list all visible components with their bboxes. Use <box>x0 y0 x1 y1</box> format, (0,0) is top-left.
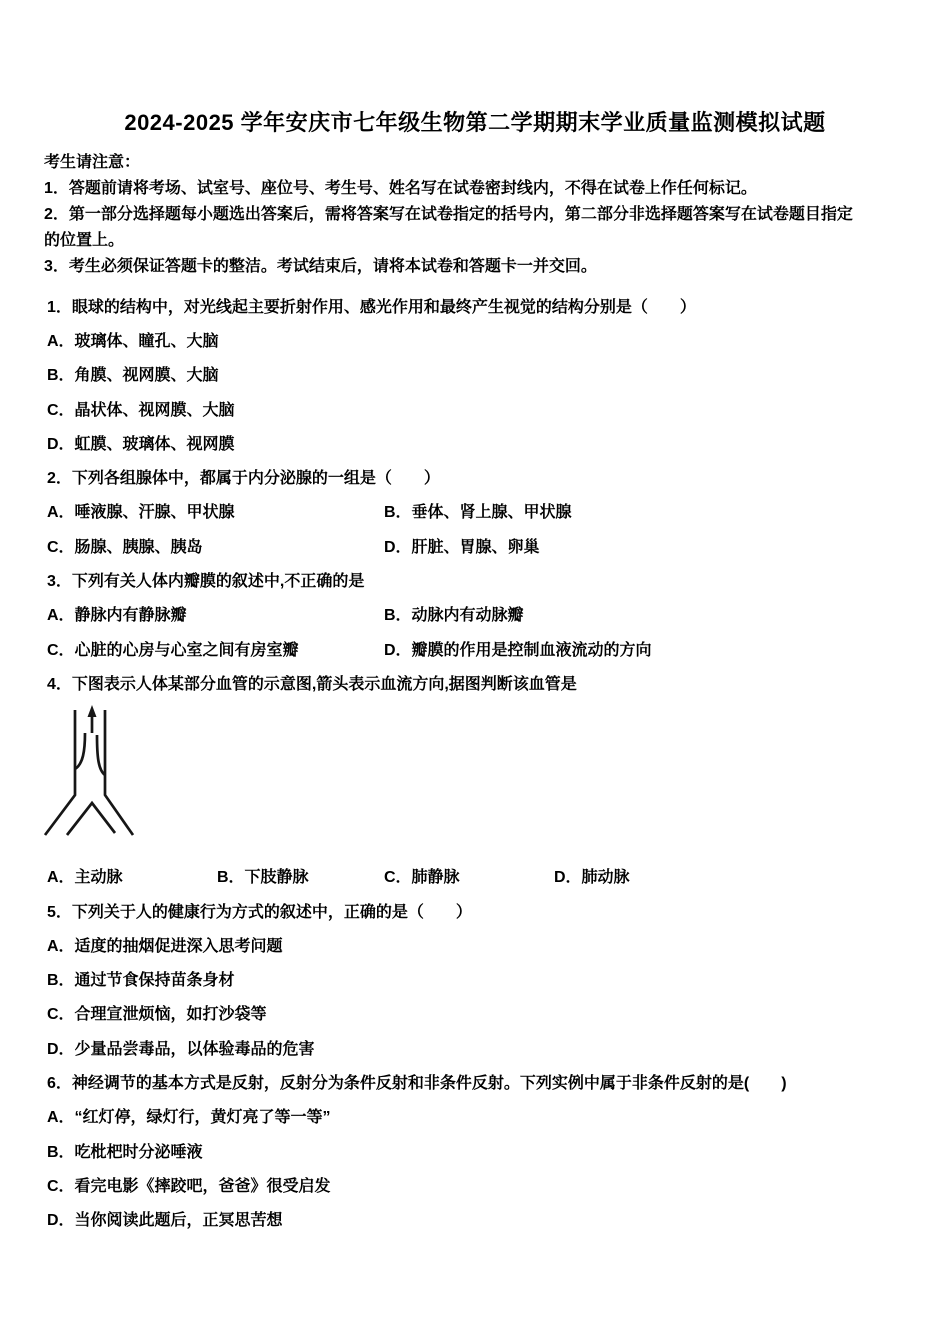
question-2-options-row-2 <box>47 528 937 562</box>
question-3-stem: 3．下列有关人体内瓣膜的叙述中,不正确的是 <box>47 573 365 591</box>
question-5-option-a: A．适度的抽烟促进深入思考问题 <box>47 937 283 955</box>
question-4-option-a: A．主动脉 <box>47 869 123 887</box>
vessel-branch-inner-walls <box>67 803 115 835</box>
valve-flap-left <box>75 733 85 769</box>
question-3-options-row-1 <box>47 597 937 631</box>
question-4-options-row <box>47 859 937 893</box>
vessel-right-wall <box>105 710 133 835</box>
page-title: 2024-2025 学年安庆市七年级生物第二学期期末学业质量监测模拟试题 <box>124 110 826 135</box>
question-3-option-a: A．静脉内有静脉瓣 <box>47 607 187 625</box>
question-4-option-b: B．下肢静脉 <box>217 869 309 887</box>
notice-line-2-continued: 的位置上。 <box>44 232 125 249</box>
question-6-stem: 6．神经调节的基本方式是反射，反射分为条件反射和非条件反射。下列实例中属于非条件反射的是( ) <box>47 1074 787 1092</box>
question-6-option-a: A．“红灯停，绿灯行，黄灯亮了等一等” <box>47 1109 331 1127</box>
question-2-options-row-1 <box>47 494 937 528</box>
question-3-option-c: C．心脏的心房与心室之间有房室瓣 <box>47 641 299 659</box>
question-1-option-c: C．晶状体、视网膜、大脑 <box>47 401 235 419</box>
question-6-option-d: D．当你阅读此题后，正冥思苦想 <box>47 1212 283 1230</box>
question-1-option-d: D．虹膜、玻璃体、视网膜 <box>47 435 235 453</box>
notice-heading: 考生请注意： <box>44 154 141 171</box>
question-2-option-d: D．肝脏、胃腺、卵巢 <box>384 538 540 556</box>
question-5-stem: 5．下列关于人的健康行为方式的叙述中，正确的是（ ） <box>47 903 472 921</box>
question-6-option-b: B．吃枇杷时分泌唾液 <box>47 1143 203 1161</box>
vein-valve-diagram-icon <box>38 703 144 843</box>
question-5-option-d: D．少量品尝毒品，以体验毒品的危害 <box>47 1040 315 1058</box>
question-6-option-c: C．看完电影《摔跤吧，爸爸》很受启发 <box>47 1177 331 1195</box>
question-4-diagram <box>47 700 937 859</box>
notice-line-2: 2．第一部分选择题每小题选出答案后，需将答案写在试卷指定的括号内，第二部分非选择题答案写在试卷题目指定 <box>44 206 853 223</box>
vessel-left-wall <box>45 710 75 835</box>
question-5-option-b: B．通过节食保持苗条身材 <box>47 972 235 990</box>
notice-line-1: 1．答题前请将考场、试室号、座位号、考生号、姓名写在试卷密封线内，不得在试卷上作任何标记。 <box>44 180 757 197</box>
question-3-option-d: D．瓣膜的作用是控制血液流动的方向 <box>384 641 652 659</box>
question-1-option-b: B．角膜、视网膜、大脑 <box>47 367 219 385</box>
question-2-option-c: C．肠腺、胰腺、胰岛 <box>47 538 203 556</box>
blood-flow-arrow-head <box>88 705 97 717</box>
questions-section <box>47 288 937 1236</box>
question-1-option-a: A．玻璃体、瞳孔、大脑 <box>47 332 219 350</box>
question-1-stem: 1．眼球的结构中，对光线起主要折射作用、感光作用和最终产生视觉的结构分别是（ ） <box>47 298 696 316</box>
question-3-options-row-2 <box>47 631 937 665</box>
notice-section <box>44 150 924 280</box>
question-5-option-c: C．合理宣泄烦恼，如打沙袋等 <box>47 1006 267 1024</box>
question-2-option-b: B．垂体、肾上腺、甲状腺 <box>384 504 572 522</box>
question-3-option-b: B．动脉内有动脉瓣 <box>384 607 524 625</box>
notice-line-3: 3．考生必须保证答题卡的整洁。考试结束后，请将本试卷和答题卡一并交回。 <box>44 258 597 275</box>
question-2-option-a: A．唾液腺、汗腺、甲状腺 <box>47 504 235 522</box>
question-2-stem: 2．下列各组腺体中，都属于内分泌腺的一组是（ ） <box>47 470 440 488</box>
question-4-stem: 4．下图表示人体某部分血管的示意图,箭头表示血流方向,据图判断该血管是 <box>47 675 577 693</box>
question-4-option-d: D．肺动脉 <box>554 869 630 887</box>
question-4-option-c: C．肺静脉 <box>384 869 460 887</box>
